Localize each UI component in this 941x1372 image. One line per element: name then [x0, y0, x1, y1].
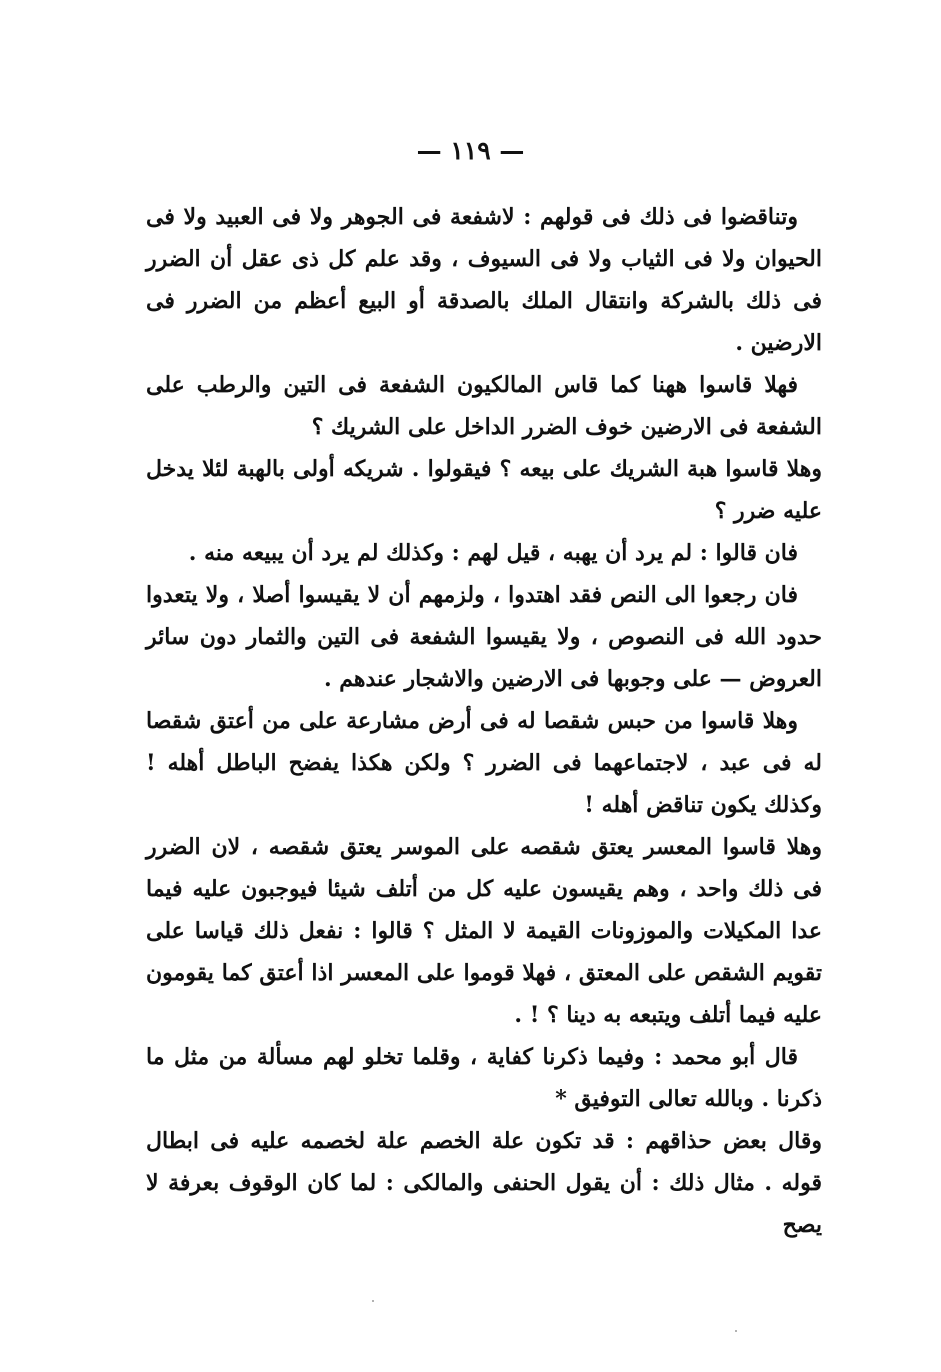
scan-speck [372, 1300, 374, 1302]
paragraph: وهلا قاسوا من حبس شقصا له فى أرض مشارعة على من أعتق شقصا له فى عبد ، لاجتماعهما فى الضرر ؟ ولكن هكذا يفضح الباطل أهله ! وكذلك يكون تناقض أهله ! [146, 708, 822, 818]
paragraph: فان قالوا : لم يرد أن يهبه ، قيل لهم : وكذلك لم يرد أن يبيعه منه . [188, 540, 798, 566]
paragraph: وهلا قاسوا هبة الشريك على بيعه ؟ فيقولوا . شريكه أولى بالهبة لئلا يدخل عليه ضرر ؟ [146, 456, 822, 524]
paragraph: وتناقضوا فى ذلك فى قولهم : لاشفعة فى الجوهر ولا فى العبيد ولا فى الحيوان ولا فى الثياب ولا فى السيوف ، وقد علم كل ذى عقل أن الضرر فى ذلك بالشركة وانتقال الملك بالصدقة أو البيع أعظم من الضرر فى الارضين . [146, 204, 822, 356]
scan-speck [735, 1330, 737, 1332]
page-text [146, 196, 822, 1246]
paragraph: وقال بعض حذاقهم : قد تكون علة الخصم علة لخصمه عليه فى ابطال قوله . مثال ذلك : أن يقول الحنفى والمالكى : لما كان الوقوف بعرفة لا يصح [146, 1128, 822, 1238]
paragraph: فهلا قاسوا ههنا كما قاس المالكيون الشفعة فى التين والرطب على الشفعة فى الارضين خوف الضرر الداخل على الشريك ؟ [146, 372, 822, 440]
paragraph: فان رجعوا الى النص فقد اهتدوا ، ولزمهم أن لا يقيسوا أصلا ، ولا يتعدوا حدود الله فى النصوص ، ولا يقيسوا الشفعة فى التين والثمار دون سائر العروض — على وجوبها فى الارضين والاشجار عندهم . [146, 582, 822, 692]
paragraph: قال أبو محمد : وفيما ذكرنا كفاية ، وقلما تخلو لهم مسألة من مثل ما ذكرنا . وبالله تعالى التوفيق * [146, 1044, 822, 1112]
page-number: — ١١٩ — [416, 136, 525, 165]
paragraph: وهلا قاسوا المعسر يعتق شقصه على الموسر يعتق شقصه ، لان الضرر فى ذلك واحد ، وهم يقيسون عليه كل من أتلف شيئا فيوجبون عليه فيما عدا المكيلات والموزونات القيمة لا المثل ؟ قالوا : نفعل ذلك قياسا على تقويم الشقص على المعتق ، فهلا قوموا على المعسر اذا أعتق كما يقومون عليه فيما أتلف ويتبعه به دينا ؟ ! . [146, 834, 822, 1028]
